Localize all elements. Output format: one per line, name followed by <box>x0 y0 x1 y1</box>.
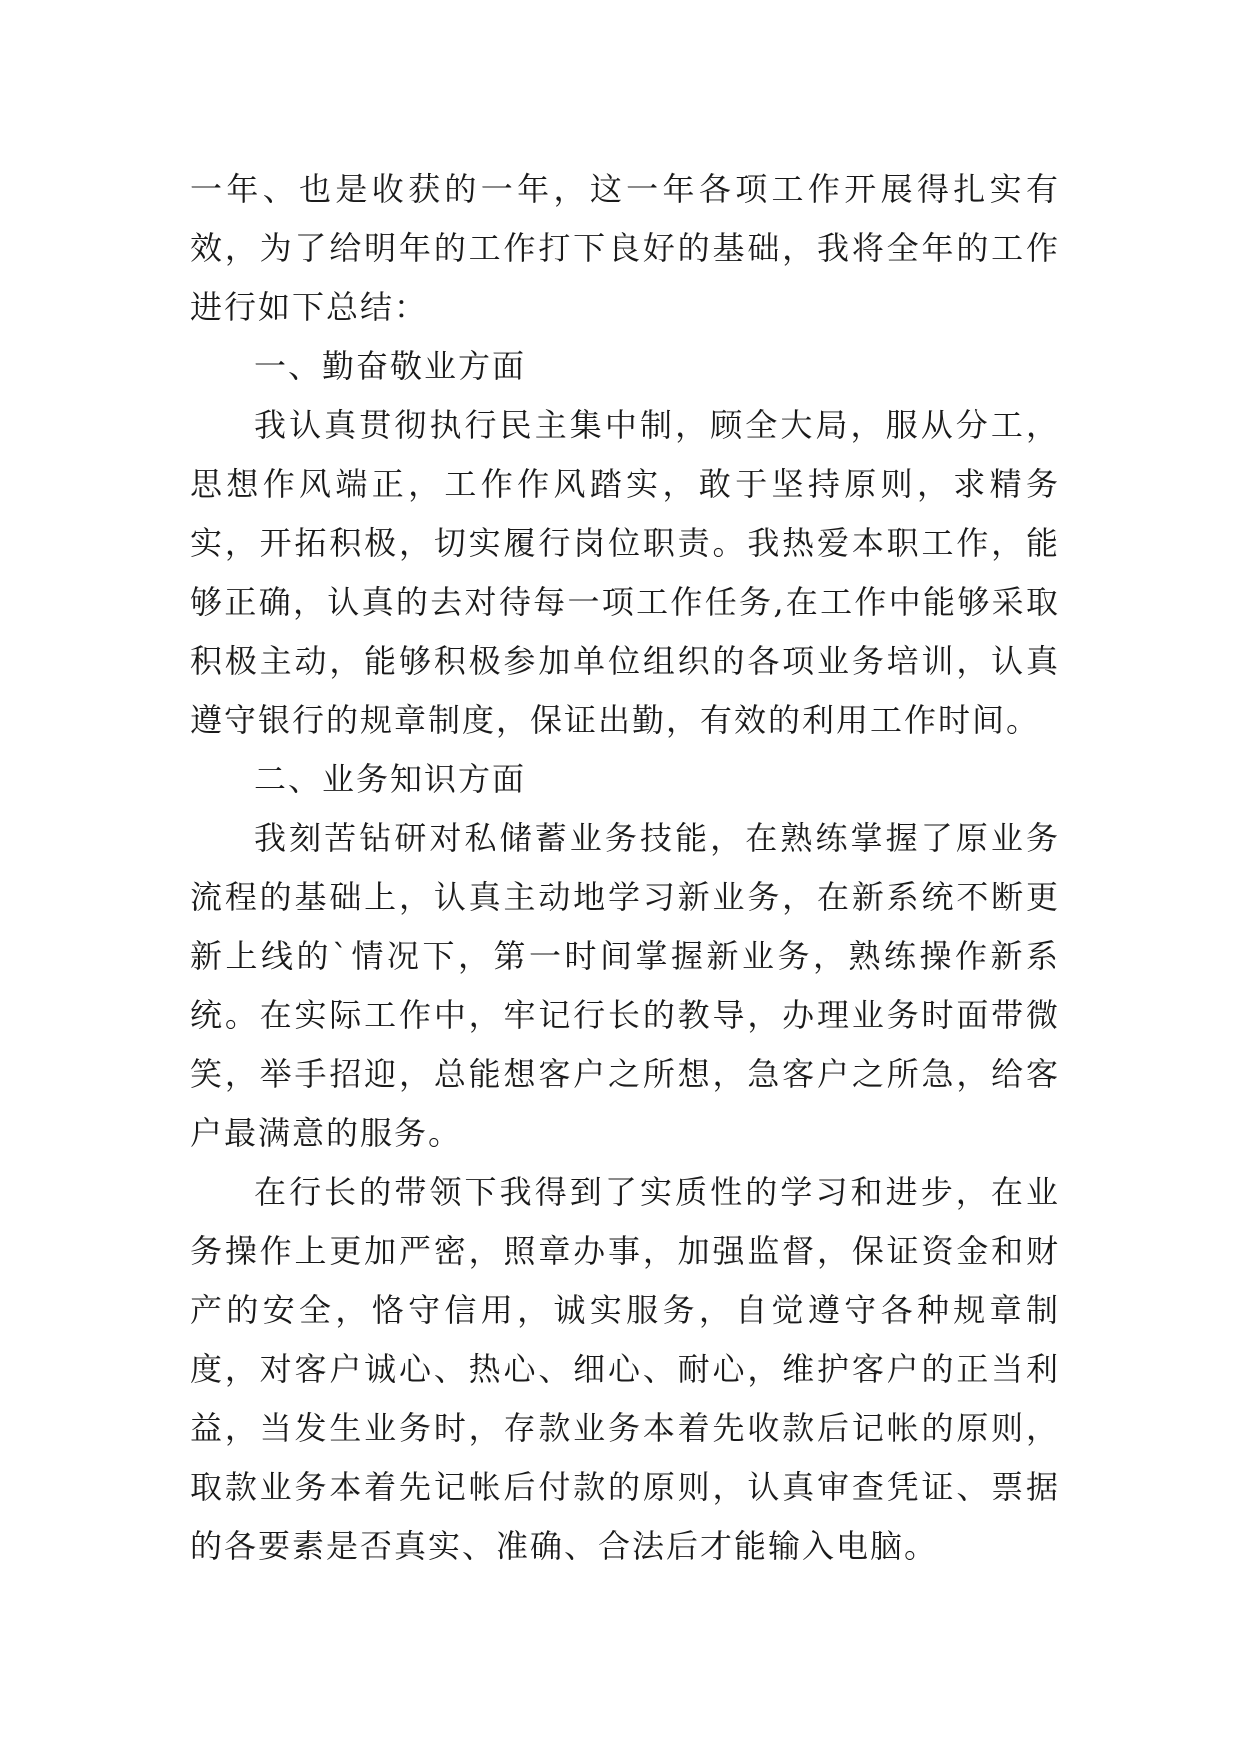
document-body <box>190 160 1060 1576</box>
section-heading-diligence: 一、勤奋敬业方面 <box>254 347 527 385</box>
paragraph-business-knowledge: 我刻苦钻研对私储蓄业务技能，在熟练掌握了原业务流程的基础上，认真主动地学习新业务，在新系统不断更新上线的`情况下，第一时间掌握新业务，熟练操作新系统。在实际工作中，牢记行长的教导，办理业务时面带微笑，举手招迎，总能想客户之所想，急客户之所急，给客户最满意的服务。 <box>190 819 1060 1152</box>
section-heading-business-knowledge: 二、业务知识方面 <box>254 760 527 798</box>
paragraph-diligence: 我认真贯彻执行民主集中制，顾全大局，服从分工，思想作风端正，工作作风踏实，敢于坚持原则，求精务实，开拓积极，切实履行岗位职责。我热爱本职工作，能够正确，认真的去对待每一项工作任务,在工作中能够采取积极主动，能够积极参加单位组织的各项业务培训，认真遵守银行的规章制度，保证出勤，有效的利用工作时间。 <box>190 406 1060 739</box>
paragraph-intro: 一年、也是收获的一年，这一年各项工作开展得扎实有效，为了给明年的工作打下良好的基础，我将全年的工作进行如下总结： <box>190 170 1060 326</box>
paragraph-progress: 在行长的带领下我得到了实质性的学习和进步，在业务操作上更加严密，照章办事，加强监督，保证资金和财产的安全，恪守信用，诚实服务，自觉遵守各种规章制度，对客户诚心、热心、细心、耐心，维护客户的正当利益，当发生业务时，存款业务本着先收款后记帐的原则，取款业务本着先记帐后付款的原则，认真审查凭证、票据的各要素是否真实、准确、合法后才能输入电脑。 <box>190 1173 1060 1565</box>
